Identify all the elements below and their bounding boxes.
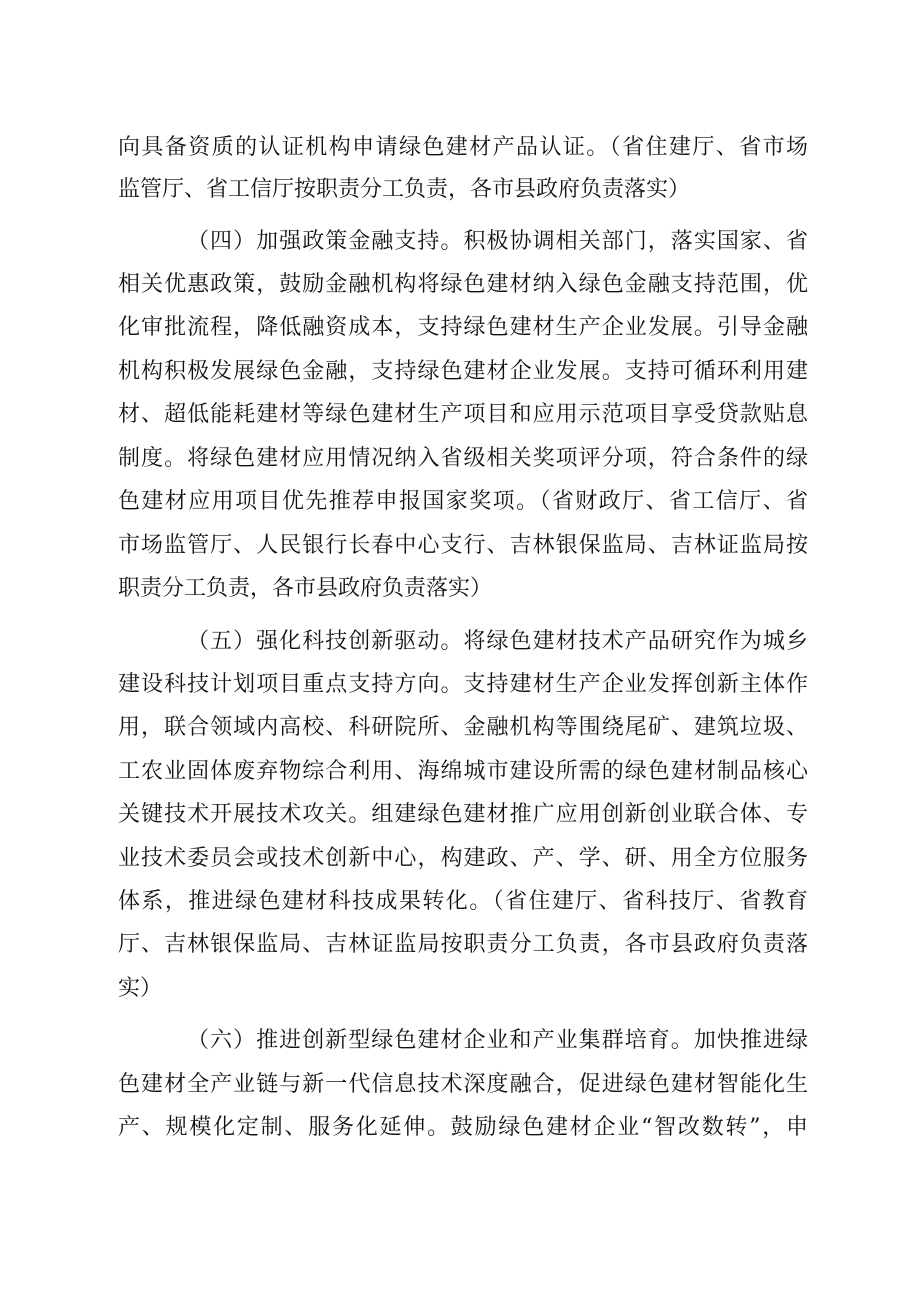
text-line: 用，联合领域内高校、科研院所、金融机构等围绕尾矿、建筑垃圾、 <box>118 715 808 740</box>
text-line: 机构积极发展绿色金融，支持绿色建材企业发展。支持可循环利用建 <box>118 359 808 384</box>
text-line: 相关优惠政策，鼓励金融机构将绿色建材纳入绿色金融支持范围，优 <box>118 272 808 297</box>
text-line: 建设科技计划项目重点支持方向。支持建材生产企业发挥创新主体作 <box>118 672 808 697</box>
text-line: 厅、吉林银保监局、吉林证监局按职责分工负责，各市县政府负责落 <box>118 932 808 957</box>
text-line: 业技术委员会或技术创新中心，构建政、产、学、研、用全方位服务 <box>118 846 808 871</box>
text-line: 职责分工负责，各市县政府负责落实） <box>118 576 493 601</box>
paragraph-6-start-line: （六）推进创新型绿色建材企业和产业集群培育。加快推进绿 <box>187 1028 808 1053</box>
text-line: 实） <box>118 976 163 1001</box>
paragraph-5-start-line: （五）强化科技创新驱动。将绿色建材技术产品研究作为城乡 <box>187 629 808 654</box>
text-line: 色建材全产业链与新一代信息技术深度融合，促进绿色建材智能化生 <box>118 1072 808 1097</box>
text-line: 色建材应用项目优先推荐申报国家奖项。（省财政厅、省工信厅、省 <box>118 489 808 514</box>
text-line: 关键技术开展技术攻关。组建绿色建材推广应用创新创业联合体、专 <box>118 802 808 827</box>
text-line: 产、规模化定制、服务化延伸。鼓励绿色建材企业“智改数转”，申 <box>118 1115 808 1140</box>
paragraph-4-start-line: （四）加强政策金融支持。积极协调相关部门，落实国家、省 <box>187 229 808 254</box>
text-line: 体系，推进绿色建材科技成果转化。（省住建厅、省科技厅、省教育 <box>118 889 808 914</box>
text-line: 监管厅、省工信厅按职责分工负责，各市县政府负责落实） <box>118 177 691 202</box>
text-line: 工农业固体废弃物综合利用、海绵城市建设所需的绿色建材制品核心 <box>118 759 808 784</box>
text-line: 化审批流程，降低融资成本，支持绿色建材生产企业发展。引导金融 <box>118 315 808 340</box>
text-line: 市场监管厅、人民银行长春中心支行、吉林银保监局、吉林证监局按 <box>118 533 808 558</box>
text-line: 材、超低能耗建材等绿色建材生产项目和应用示范项目享受贷款贴息 <box>118 402 808 427</box>
text-line: 向具备资质的认证机构申请绿色建材产品认证。（省住建厅、省市场 <box>118 135 808 160</box>
text-line: 制度。将绿色建材应用情况纳入省级相关奖项评分项，符合条件的绿 <box>118 446 808 471</box>
